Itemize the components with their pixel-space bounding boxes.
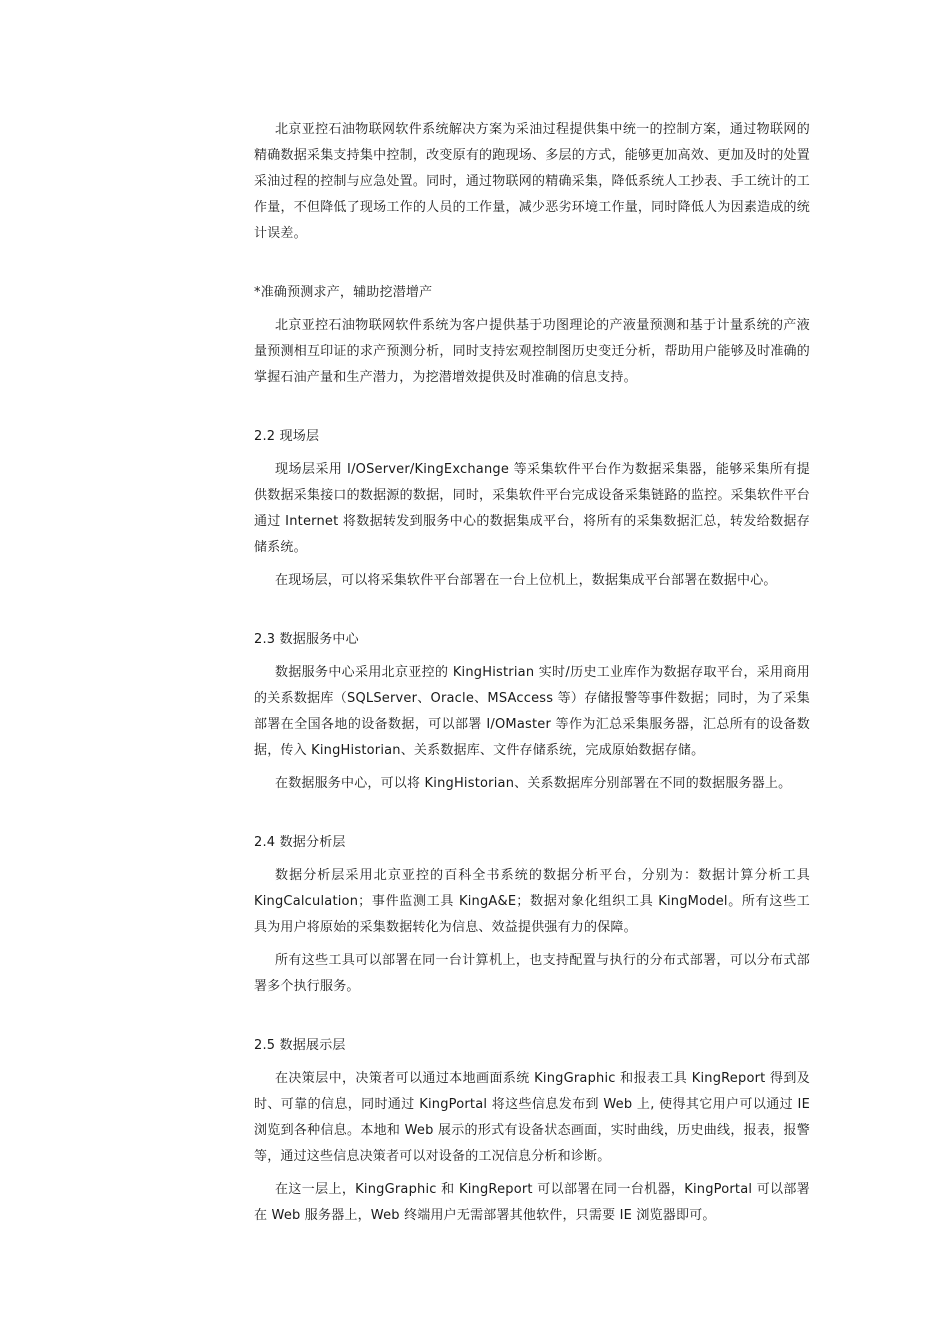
section-heading-2-5: 2.5 数据展示层: [254, 1038, 346, 1053]
paragraph: 在决策层中，决策者可以通过本地画面系统 KingGraphic 和报表工具 KingReport 得到及时、可靠的信息，同时通过 KingPortal 将这些信息发布到 Web 上, 使得其它用户可以通过 IE 浏览到各种信息。本地和 Web 展示的形式有设备状态画面，实时曲线，历史曲线，报表，报警等，通过这些信息决策者可以对设备的工况信息分析和诊断。: [254, 1071, 810, 1164]
section-heading-2-4: 2.4 数据分析层: [254, 835, 346, 850]
paragraph: 数据服务中心采用北京亚控的 KingHistrian 实时/历史工业库作为数据存取平台，采用商用的关系数据库（SQLServer、Oracle、MSAccess 等）存储报警等事件数据；同时，为了采集部署在全国各地的设备数据，可以部署 I/OMaster 等作为汇总采集服务器，汇总所有的设备数据，传入 KingHistorian、关系数据库、文件存储系统，完成原始数据存储。: [254, 665, 810, 758]
intro-paragraph: 北京亚控石油物联网软件系统解决方案为采油过程提供集中统一的控制方案，通过物联网的精确数据采集支持集中控制，改变原有的跑现场、多层的方式，能够更加高效、更加及时的处置采油过程的控制与应急处置。同时，通过物联网的精确采集，降低系统人工抄表、手工统计的工作量，不但降低了现场工作的人员的工作量，减少恶劣环境工作量，同时降低人为因素造成的统计误差。: [254, 122, 810, 241]
section-heading-2-2: 2.2 现场层: [254, 429, 320, 444]
document-page: [254, 117, 810, 1229]
paragraph: 数据分析层采用北京亚控的百科全书系统的数据分析平台，分别为：数据计算分析工具 KingCalculation；事件监测工具 KingA&E；数据对象化组织工具 KingModel。所有这些工具为用户将原始的采集数据转化为信息、效益提供强有力的保障。: [254, 868, 810, 935]
paragraph: 在数据服务中心，可以将 KingHistorian、关系数据库分别部署在不同的数据服务器上。: [275, 776, 792, 791]
section-heading-2-3: 2.3 数据服务中心: [254, 632, 359, 647]
paragraph: 在现场层，可以将采集软件平台部署在一台上位机上，数据集成平台部署在数据中心。: [275, 573, 777, 588]
paragraph: 在这一层上，KingGraphic 和 KingReport 可以部署在同一台机器，KingPortal 可以部署在 Web 服务器上，Web 终端用户无需部署其他软件，只需要 IE 浏览器即可。: [254, 1182, 810, 1223]
section-heading-forecast: *准确预测求产，辅助挖潜增产: [254, 285, 433, 300]
paragraph: 现场层采用 I/OServer/KingExchange 等采集软件平台作为数据采集器，能够采集所有提供数据采集接口的数据源的数据，同时，采集软件平台完成设备采集链路的监控。采集软件平台通过 Internet 将数据转发到服务中心的数据集成平台，将所有的采集数据汇总，转发给数据存储系统。: [254, 462, 810, 555]
paragraph: 所有这些工具可以部署在同一台计算机上，也支持配置与执行的分布式部署，可以分布式部署多个执行服务。: [254, 953, 810, 994]
paragraph: 北京亚控石油物联网软件系统为客户提供基于功图理论的产液量预测和基于计量系统的产液量预测相互印证的求产预测分析，同时支持宏观控制图历史变迁分析，帮助用户能够及时准确的掌握石油产量和生产潜力，为挖潜增效提供及时准确的信息支持。: [254, 318, 810, 385]
